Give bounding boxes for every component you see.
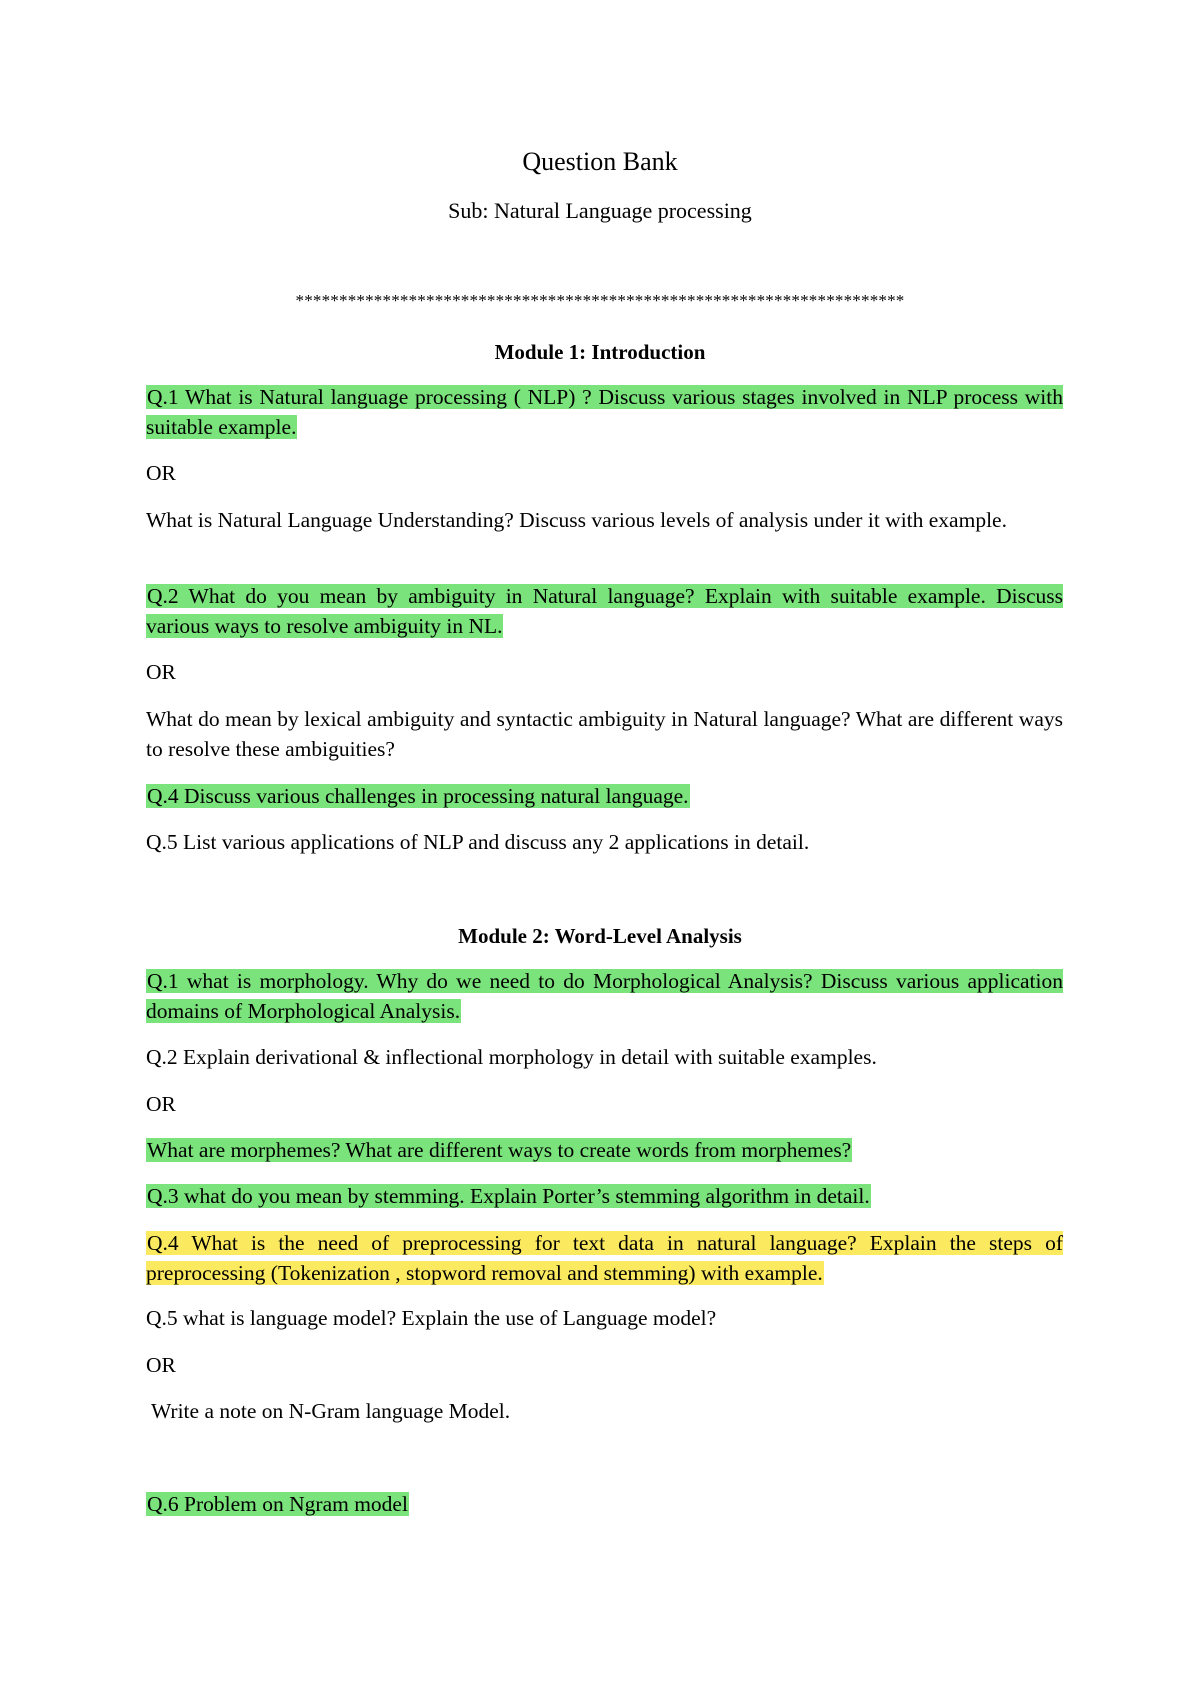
module-2-q2-alternative (146, 1135, 1063, 1165)
module-1-q2 (146, 581, 1063, 641)
highlight-green: What are morphemes? What are different ways to create words from morphemes? (147, 1138, 852, 1162)
highlight-yellow: Q.4 What is the need of preprocessing for text data in natural language? Explain the steps of preprocessing (Tokenization , stopword removal and stemming) with example. (146, 1231, 1063, 1285)
highlight-green: Q.3 what do you mean by stemming. Explain Porter’s stemming algorithm in detail. (147, 1184, 870, 1208)
module-2-or-1: OR (146, 1092, 176, 1116)
module-1-q1 (146, 382, 1063, 442)
module-2-q6 (146, 1489, 1063, 1519)
module-1-heading: Module 1: Introduction (494, 340, 706, 364)
module-2-q5-alternative: Write a note on N-Gram language Model. (146, 1399, 511, 1423)
module-2-q3 (146, 1181, 1063, 1211)
module-1-q4 (146, 781, 1063, 811)
highlight-green: Q.4 Discuss various challenges in processing natural language. (147, 784, 689, 808)
module-1-q1-alternative: What is Natural Language Understanding? Discuss various levels of analysis under it with example. (146, 508, 1007, 532)
subject-line: Sub: Natural Language processing (448, 198, 752, 223)
module-1-or-2: OR (146, 660, 176, 684)
page-title: Question Bank (522, 147, 678, 176)
module-1-q2-alternative: What do mean by lexical ambiguity and syntactic ambiguity in Natural language? What are different ways to resolve these ambiguities? (146, 707, 1063, 761)
highlight-green: Q.1 What is Natural language processing ( NLP) ? Discuss various stages involved in NLP process with suitable example. (146, 385, 1063, 439)
module-2-q2: Q.2 Explain derivational & inflectional morphology in detail with suitable examples. (146, 1045, 877, 1069)
module-1-q5: Q.5 List various applications of NLP and discuss any 2 applications in detail. (146, 830, 810, 854)
module-2-q1 (146, 966, 1063, 1026)
module-2-heading: Module 2: Word-Level Analysis (458, 924, 742, 948)
module-2-or-2: OR (146, 1353, 176, 1377)
separator-line: ********************************************************************** (295, 291, 905, 310)
highlight-green: Q.6 Problem on Ngram model (147, 1492, 408, 1516)
module-2-q5: Q.5 what is language model? Explain the use of Language model? (146, 1306, 717, 1330)
module-1-or-1: OR (146, 461, 176, 485)
highlight-green: Q.1 what is morphology. Why do we need to do Morphological Analysis? Discuss various application domains of Morphological Analysis. (146, 969, 1063, 1023)
module-2-q4 (146, 1228, 1063, 1288)
highlight-green: Q.2 What do you mean by ambiguity in Natural language? Explain with suitable example. Discuss various ways to resolve ambiguity in NL. (146, 584, 1063, 638)
